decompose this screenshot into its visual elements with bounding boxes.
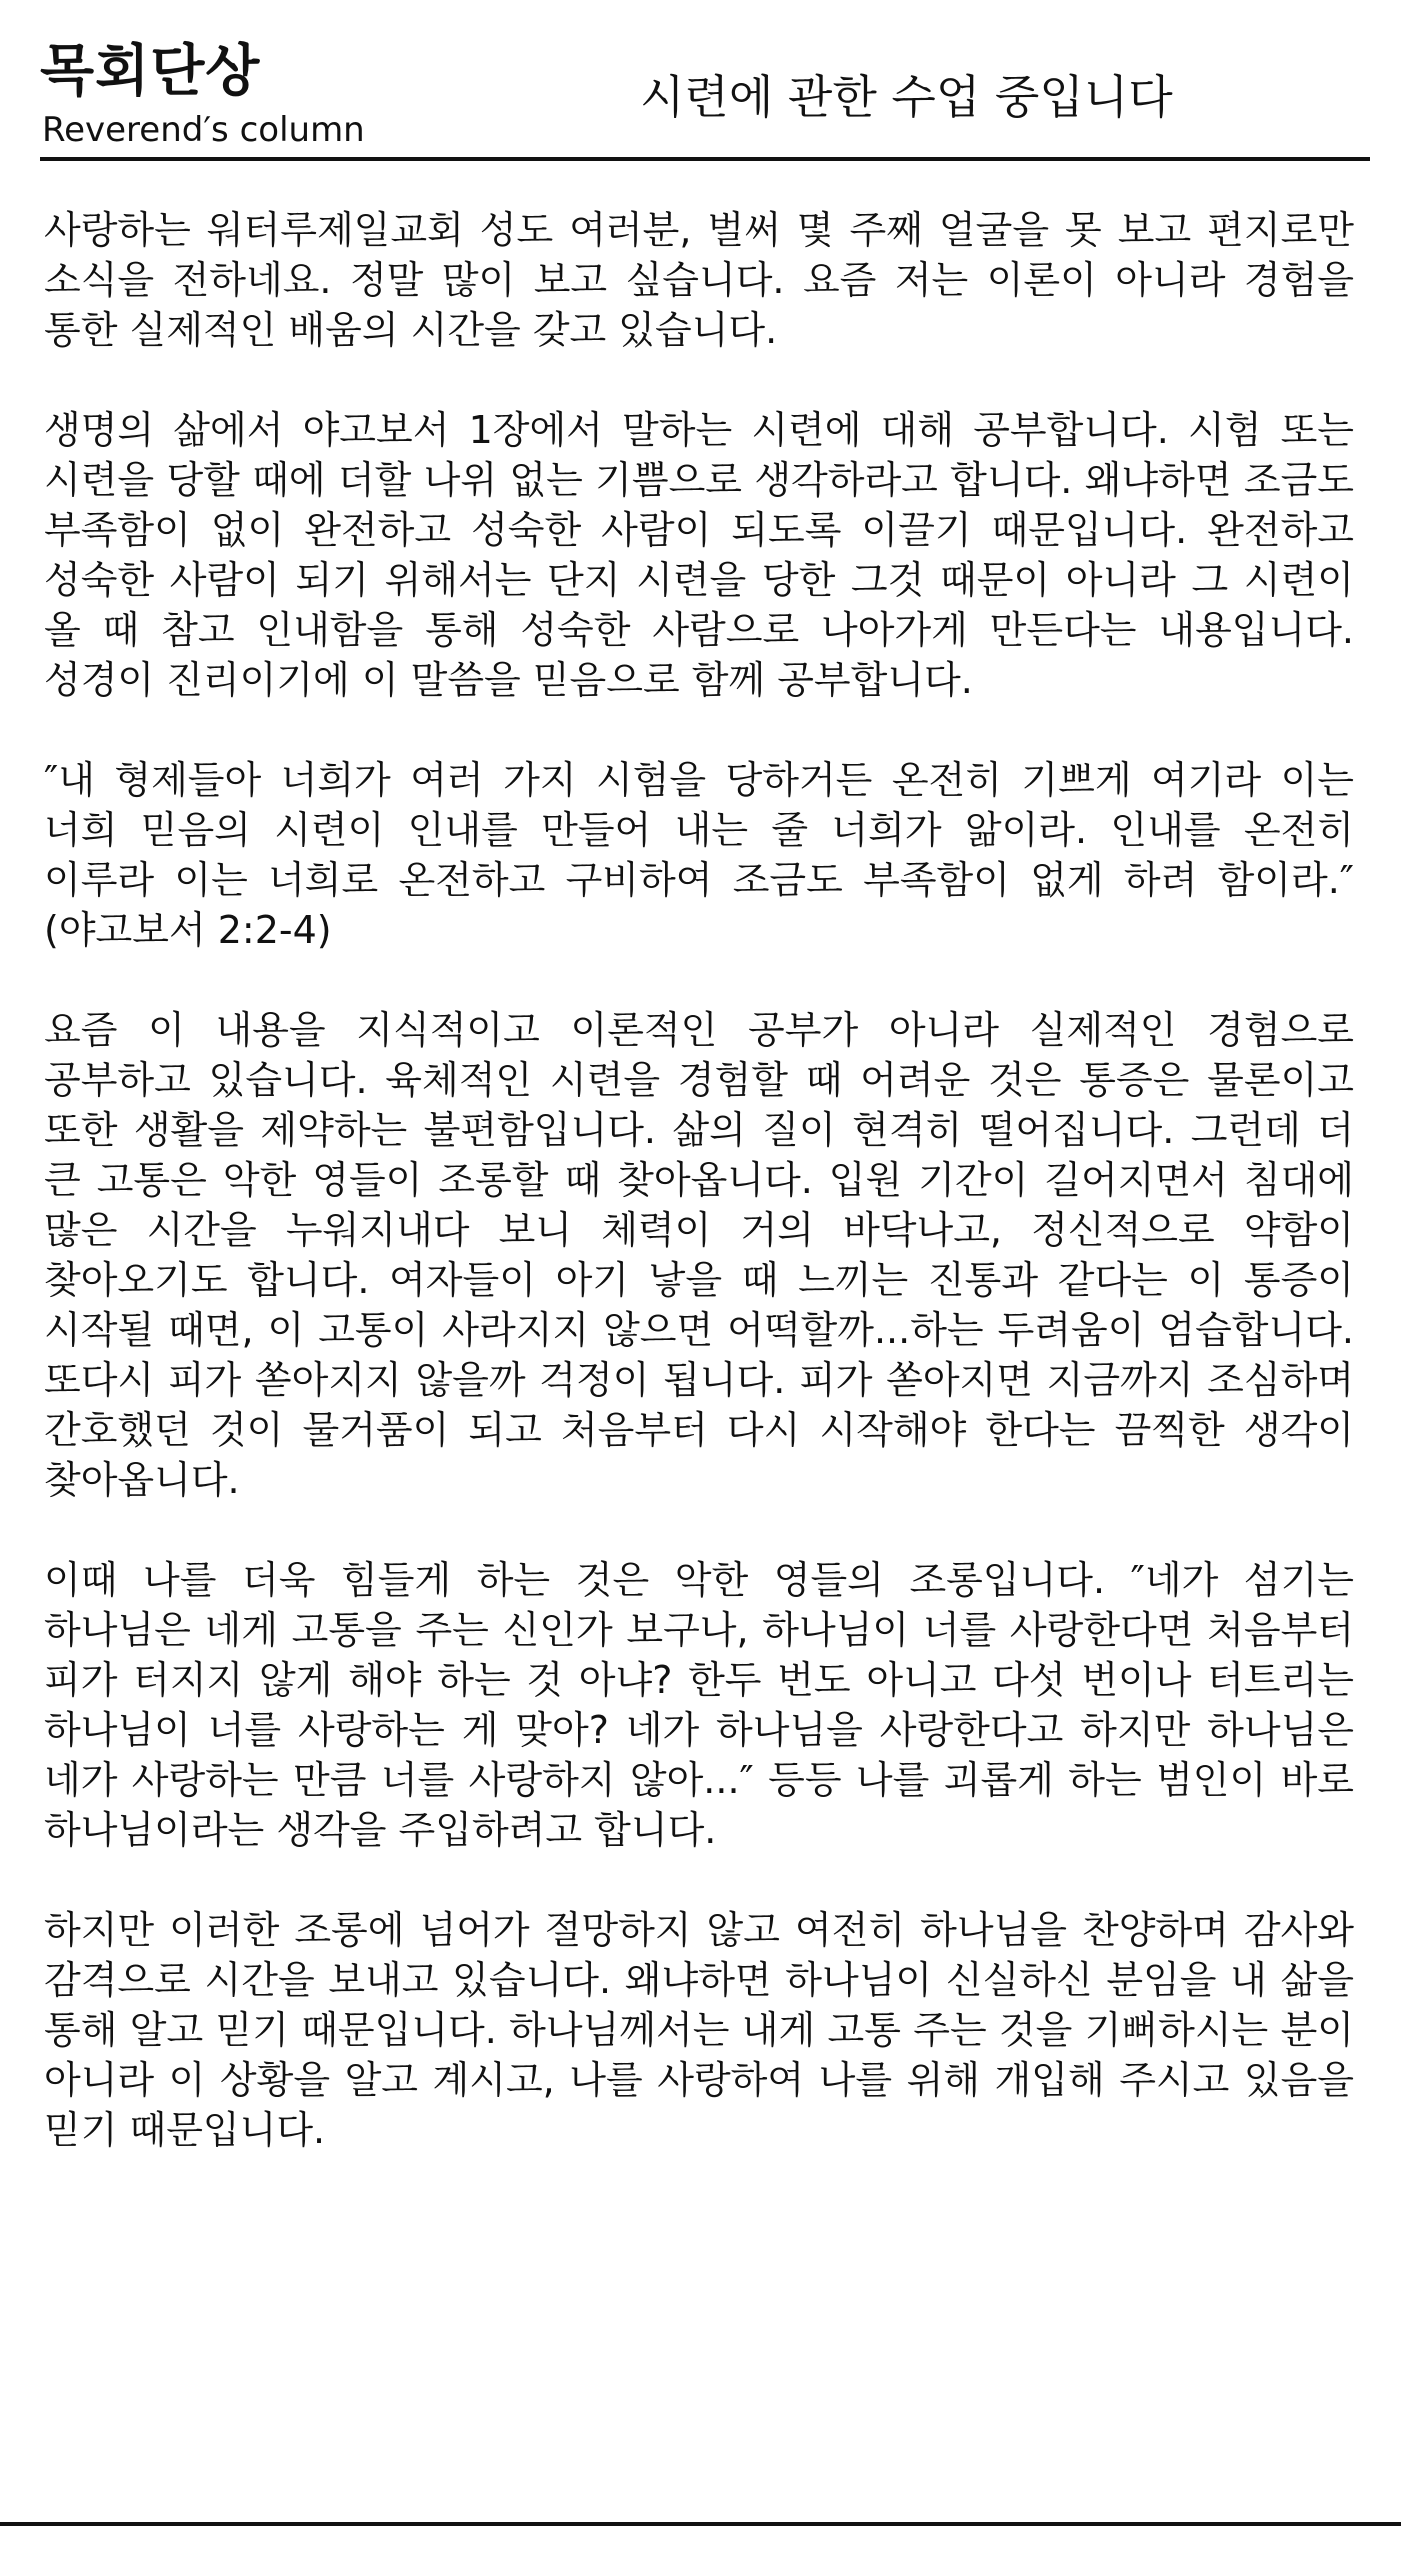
article-paragraph-1: 사랑하는 워터루제일교회 성도 여러분, 벌써 몇 주째 얼굴을 못 보고 편지로만 소식을 전하네요. 정말 많이 보고 싶습니다. 요즘 저는 이론이 아니라 경험을 통한 실제적인 배움의 시간을 갖고 있습니다. [44, 208, 1354, 352]
scripture-quote-paragraph: ″내 형제들아 너희가 여러 가지 시험을 당하거든 온전히 기쁘게 여기라 이는 너희 믿음의 시련이 인내를 만들어 내는 줄 너희가 앎이라. 인내를 온전히 이루라 이는 너희로 온전하고 구비하여 조금도 부족함이 없게 하려 함이라.″ (야고보서 2:2-4) [44, 758, 1354, 952]
article-title: 시련에 관한 수업 중입니다 [640, 70, 1173, 124]
column-subtitle: Reverend′s column [42, 110, 365, 150]
article-paragraph-2: 생명의 삶에서 야고보서 1장에서 말하는 시련에 대해 공부합니다. 시험 또는 시련을 당할 때에 더할 나위 없는 기쁨으로 생각하라고 합니다. 왜냐하면 조금도 부족함이 없이 완전하고 성숙한 사람이 되도록 이끌기 때문입니다. 완전하고 성숙한 사람이 되기 위해서는 단지 시련을 당한 그것 때문이 아니라 그 시련이 올 때 참고 인내함을 통해 성숙한 사람으로 나아가게 만든다는 내용입니다. 성경이 진리이기에 이 말씀을 믿음으로 함께 공부합니다. [44, 408, 1354, 702]
footer-divider [0, 2522, 1401, 2526]
article-paragraph-5: 이때 나를 더욱 힘들게 하는 것은 악한 영들의 조롱입니다. ″네가 섬기는 하나님은 네게 고통을 주는 신인가 보구나, 하나님이 너를 사랑한다면 처음부터 피가 터지지 않게 해야 하는 것 아냐? 한두 번도 아니고 다섯 번이나 터트리는 하나님이 너를 사랑하는 게 맞아? 네가 하나님을 사랑한다고 하지만 하나님은 네가 사랑하는 만큼 너를 사랑하지 않아...″ 등등 나를 괴롭게 하는 범인이 바로 하나님이라는 생각을 주입하려고 합니다. [44, 1558, 1354, 1852]
column-title: 목회단상 [40, 39, 261, 104]
article-paragraph-6: 하지만 이러한 조롱에 넘어가 절망하지 않고 여전히 하나님을 찬양하며 감사와 감격으로 시간을 보내고 있습니다. 왜냐하면 하나님이 신실하신 분임을 내 삶을 통해 알고 믿기 때문입니다. 하나님께서는 내게 고통 주는 것을 기뻐하시는 분이 아니라 이 상황을 알고 계시고, 나를 사랑하여 나를 위해 개입해 주시고 있음을 믿기 때문입니다. [44, 1908, 1354, 2152]
article-paragraph-4: 요즘 이 내용을 지식적이고 이론적인 공부가 아니라 실제적인 경험으로 공부하고 있습니다. 육체적인 시련을 경험할 때 어려운 것은 통증은 물론이고 또한 생활을 제약하는 불편함입니다. 삶의 질이 현격히 떨어집니다. 그런데 더 큰 고통은 악한 영들이 조롱할 때 찾아옵니다. 입원 기간이 길어지면서 침대에 많은 시간을 누워지내다 보니 체력이 거의 바닥나고, 정신적으로 약함이 찾아오기도 합니다. 여자들이 아기 낳을 때 느끼는 진통과 같다는 이 통증이 시작될 때면, 이 고통이 사라지지 않으면 어떡할까...하는 두려움이 엄습합니다. 또다시 피가 쏟아지지 않을까 걱정이 됩니다. 피가 쏟아지면 지금까지 조심하며 간호했던 것이 물거품이 되고 처음부터 다시 시작해야 한다는 끔찍한 생각이 찾아옵니다. [44, 1008, 1354, 1502]
article-body [44, 205, 1354, 2205]
column-header [40, 28, 1370, 156]
header-divider [40, 157, 1370, 161]
